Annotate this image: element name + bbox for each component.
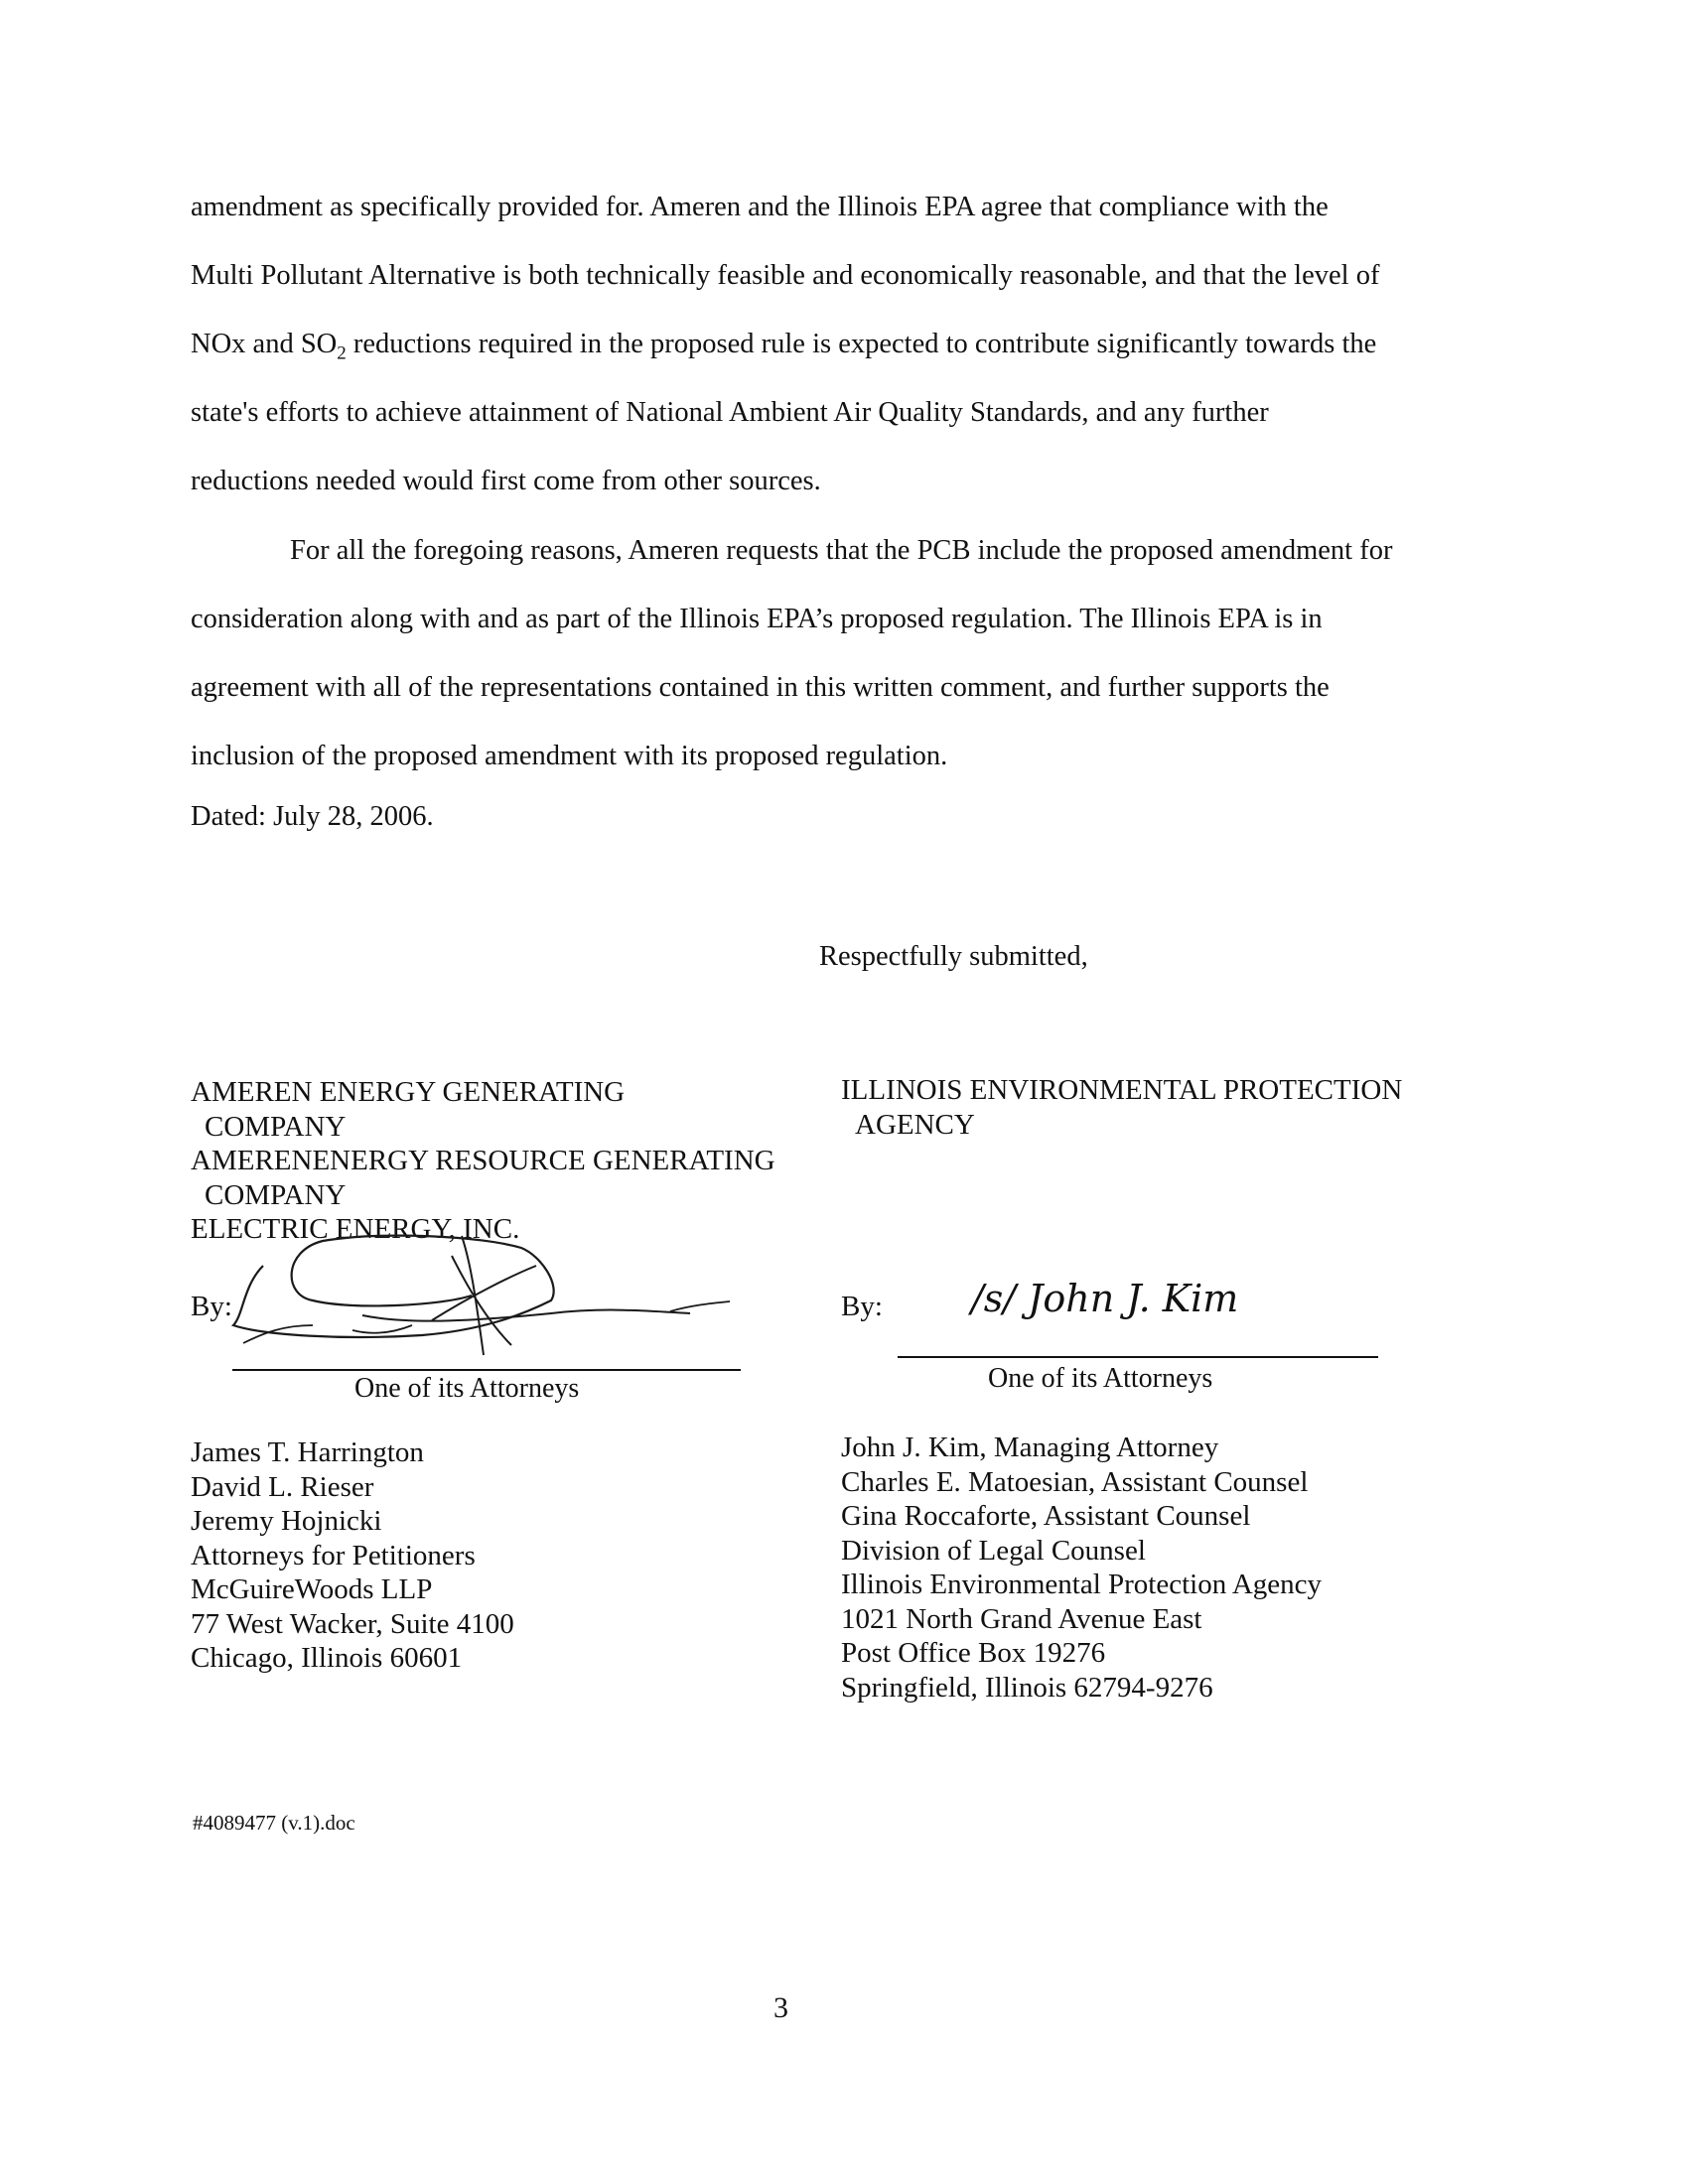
text-fragment: reductions required in the proposed rule is expected to contribute significantly towards the <box>346 329 1377 359</box>
right-party-block <box>841 1073 1402 1142</box>
attorney-line: Division of Legal Counsel <box>841 1534 1146 1567</box>
party-line: COMPANY <box>205 1178 347 1211</box>
attorney-line: 1021 North Grand Avenue East <box>841 1602 1202 1635</box>
attorney-line: Charles E. Matoesian, Assistant Counsel <box>841 1465 1309 1498</box>
attorney-line: Illinois Environmental Protection Agency <box>841 1569 1323 1600</box>
paragraph-2 <box>191 516 1501 790</box>
attorney-line: David L. Rieser <box>191 1470 374 1503</box>
attorney-line: Attorneys for Petitioners <box>191 1539 476 1571</box>
attorney-line: Springfield, Illinois 62794-9276 <box>841 1671 1213 1704</box>
page-number: 3 <box>773 1991 788 2024</box>
left-party-block <box>191 1075 775 1247</box>
text-fragment: NOx and SO <box>191 329 338 359</box>
party-line: AMERENENERGY RESOURCE GENERATING <box>191 1145 775 1176</box>
attorney-line: Jeremy Hojnicki <box>191 1505 382 1537</box>
left-signature-line <box>232 1369 741 1371</box>
text-line: reductions needed would first come from other sources. <box>191 466 821 496</box>
right-signature-line <box>898 1356 1378 1358</box>
respectfully-submitted: Respectfully submitted, <box>819 941 1088 972</box>
right-signature-caption: One of its Attorneys <box>988 1363 1213 1394</box>
text-line: Multi Pollutant Alternative is both technically feasible and economically reasonable, and that the level of <box>191 260 1380 291</box>
text-line: inclusion of the proposed amendment with its proposed regulation. <box>191 741 948 771</box>
party-line: ILLINOIS ENVIRONMENTAL PROTECTION <box>841 1074 1403 1106</box>
attorney-line: Post Office Box 19276 <box>841 1637 1106 1669</box>
attorney-line: McGuireWoods LLP <box>191 1573 433 1605</box>
left-by-label: By: <box>191 1291 232 1322</box>
attorney-line: James T. Harrington <box>191 1436 424 1468</box>
right-by-label: By: <box>841 1291 883 1322</box>
text-line: agreement with all of the representations contained in this written comment, and further supports the <box>191 672 1330 703</box>
left-signature-caption: One of its Attorneys <box>354 1373 580 1404</box>
right-attorney-block <box>841 1431 1322 1705</box>
handwritten-signature <box>223 1226 740 1375</box>
subscript: 2 <box>337 342 347 364</box>
text-line: For all the foregoing reasons, Ameren requests that the PCB include the proposed amendment for <box>290 535 1393 566</box>
text-line: consideration along with and as part of the Illinois EPA’s proposed regulation. The Illinois EPA is in <box>191 604 1323 634</box>
paragraph-1 <box>191 173 1501 515</box>
party-line: ELECTRIC ENERGY, INC. <box>191 1213 520 1245</box>
attorney-line: Gina Roccaforte, Assistant Counsel <box>841 1500 1251 1532</box>
dated-line: Dated: July 28, 2006. <box>191 801 434 832</box>
document-id: #4089477 (v.1).doc <box>193 1811 355 1835</box>
attorney-line: 77 West Wacker, Suite 4100 <box>191 1607 514 1640</box>
attorney-line: John J. Kim, Managing Attorney <box>841 1432 1219 1463</box>
text-line <box>191 310 1501 378</box>
party-line: COMPANY <box>205 1110 347 1143</box>
electronic-signature: /s/ John J. Kim <box>971 1277 1239 1320</box>
text-line: state's efforts to achieve attainment of National Ambient Air Quality Standards, and any further <box>191 397 1269 428</box>
party-line: AMEREN ENERGY GENERATING <box>191 1076 626 1108</box>
text-line: amendment as specifically provided for. Ameren and the Illinois EPA agree that compliance with the <box>191 192 1329 222</box>
party-line: AGENCY <box>855 1108 975 1141</box>
attorney-line: Chicago, Illinois 60601 <box>191 1642 463 1674</box>
left-attorney-block <box>191 1435 514 1676</box>
